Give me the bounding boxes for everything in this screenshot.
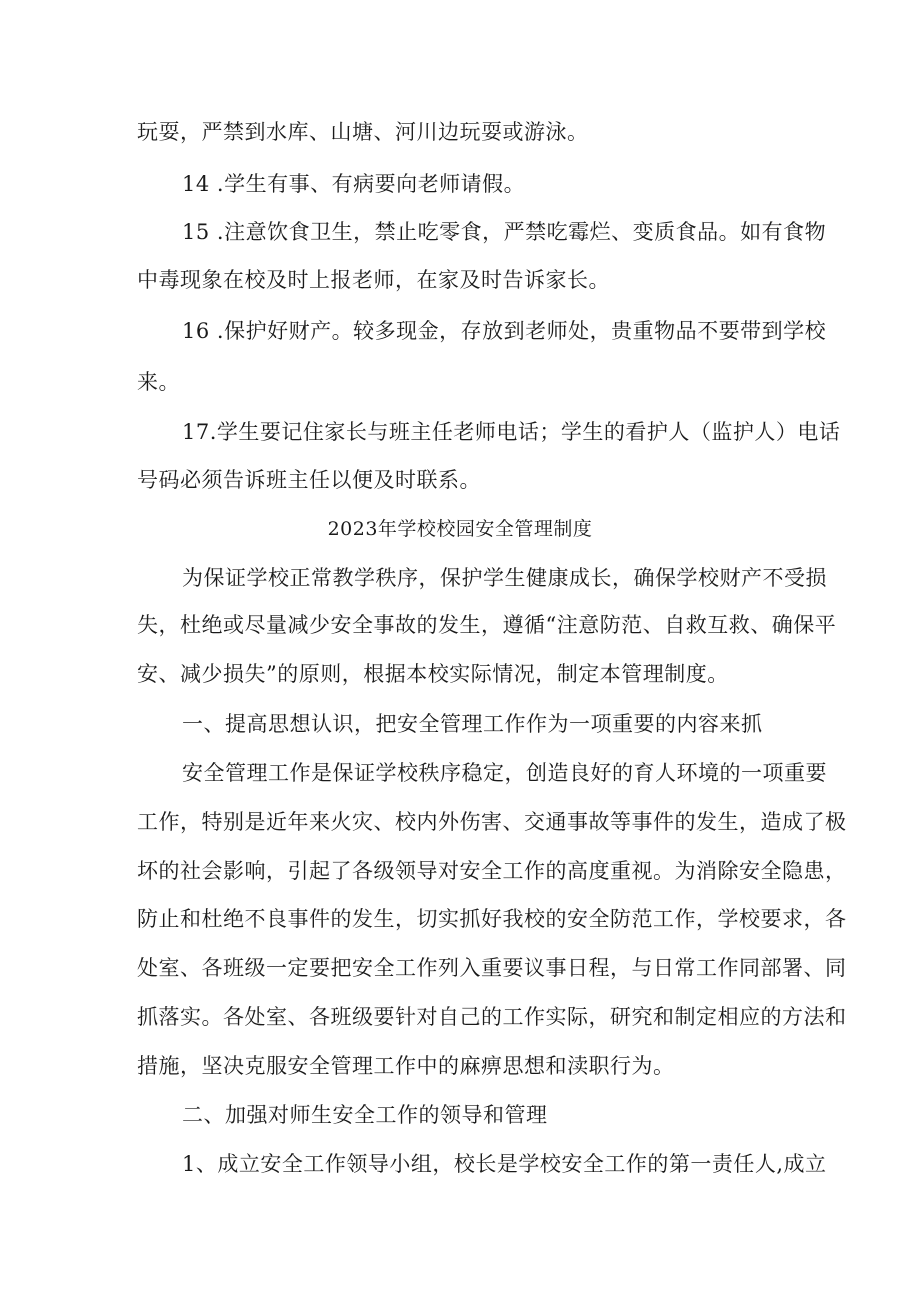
paragraph-line: 安、减少损失”的原则，根据本校实际情况，制定本管理制度。	[137, 662, 729, 686]
list-item-15: 15 .注意饮食卫生，禁止吃零食，严禁吃霉烂、变质食品。如有食物	[182, 220, 827, 244]
paragraph-line: 处室、各班级一定要把安全工作列入重要议事日程，与日常工作同部署、同	[137, 956, 847, 980]
paragraph-line: 1、成立安全工作领导小组，校长是学校安全工作的第一责任人,成立	[182, 1152, 827, 1176]
paragraph-line: 失，杜绝或尽量减少安全事故的发生，遵循“注意防范、自救互救、确保平	[137, 613, 837, 637]
paragraph-line: 抓落实。各处室、各班级要针对自己的工作实际，研究和制定相应的方法和	[137, 1005, 847, 1029]
subheading: 一、提高思想认识，把安全管理工作作为一项重要的内容来抓	[182, 712, 763, 736]
paragraph-line: 号码必须告诉班主任以便及时联系。	[137, 468, 481, 492]
list-item-17: 17.学生要记住家长与班主任老师电话；学生的看护人（监护人）电话	[182, 420, 841, 444]
subheading: 二、加强对师生安全工作的领导和管理	[182, 1103, 548, 1127]
paragraph-line: 为保证学校正常教学秩序，保护学生健康成长，确保学校财产不受损	[182, 566, 827, 590]
section-title: 2023年学校校园安全管理制度	[327, 518, 593, 540]
paragraph-line: 坏的社会影响，引起了各级领导对安全工作的高度重视。为消除安全隐患，	[137, 859, 847, 883]
paragraph-line: 玩耍，严禁到水库、山塘、河川边玩耍或游泳。	[137, 120, 589, 144]
paragraph-line: 中毒现象在校及时上报老师，在家及时告诉家长。	[137, 268, 610, 292]
list-item-16: 16 .保护好财产。较多现金，存放到老师处，贵重物品不要带到学校	[182, 319, 827, 343]
list-item-14: 14 .学生有事、有病要向老师请假。	[182, 172, 526, 196]
paragraph-line: 措施，坚决克服安全管理工作中的麻痹思想和渎职行为。	[137, 1054, 675, 1078]
paragraph-line: 安全管理工作是保证学校秩序稳定，创造良好的育人环境的一项重要	[182, 761, 827, 785]
paragraph-line: 防止和杜绝不良事件的发生，切实抓好我校的安全防范工作，学校要求，各	[137, 907, 847, 931]
paragraph-line: 工作，特别是近年来火灾、校内外伤害、交通事故等事件的发生，造成了极	[137, 810, 847, 834]
paragraph-line: 来。	[137, 370, 180, 394]
